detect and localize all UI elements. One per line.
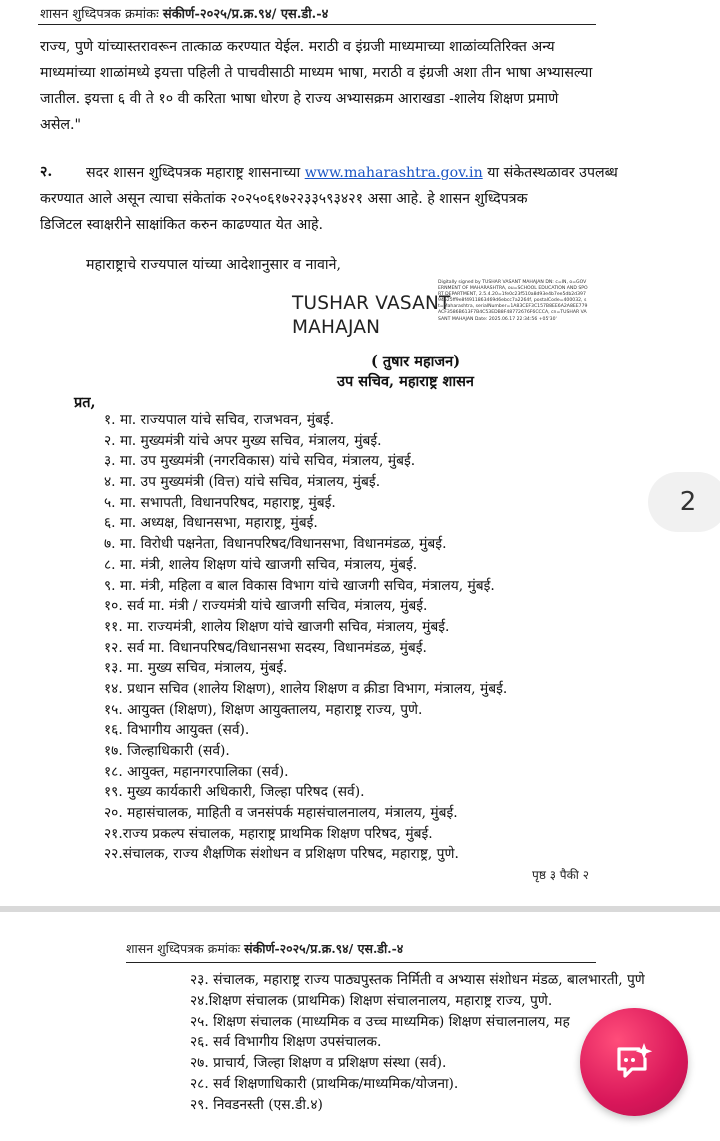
signatory-designation: उप सचिव, महाराष्ट्र शासन (337, 373, 474, 390)
paragraph-line: माध्यमांच्या शाळांमध्ये इयत्ता पहिली ते पाचवीसाठी माध्यम भाषा, मराठी व इंग्रजी अशा तीन भाषा अभ्यासल्या (40, 65, 593, 81)
paragraph-line: जातील. इयत्ता ६ वी ते १० वी करिता भाषा धोरण हे राज्य अभ्यासक्रम आराखडा -शालेय शिक्षण प्रमाणे (40, 91, 559, 107)
list-item: २१.राज्य प्रकल्प संचालक, महाराष्ट्र प्राथमिक शिक्षण परिषद, मुंबई. (104, 825, 433, 842)
list-item: १०. सर्व मा. मंत्री / राज्यमंत्री यांचे खाजगी सचिव, मंत्रालय, मुंबई. (104, 598, 428, 615)
ai-chat-button[interactable] (580, 1008, 688, 1116)
list-item: १३. मा. मुख्य सचिव, मंत्रालय, मुंबई. (104, 660, 288, 677)
list-item: २८. सर्व शिक्षणाधिकारी (प्राथमिक/माध्यमिक/योजना). (190, 1075, 459, 1092)
page-indicator-badge: 2 (648, 472, 720, 532)
header-number: संकीर्ण-२०२५/प्र.क्र.९४/ एस.डी.-४ (162, 7, 329, 22)
list-item: २६. सर्व विभागीय शिक्षण उपसंचालक. (190, 1034, 382, 1051)
page-header (40, 4, 328, 22)
header-prefix: शासन शुध्दिपत्रक क्रमांकः (40, 7, 159, 22)
page-header (126, 940, 403, 957)
list-item: १२. सर्व मा. विधानपरिषद/विधानसभा सदस्य, विधानमंडळ, मुंबई. (104, 639, 427, 656)
list-item: १. मा. राज्यपाल यांचे सचिव, राजभवन, मुंबई. (104, 412, 335, 428)
paragraph-line: राज्य, पुणे यांच्यास्तरावरून तात्काळ करण्यात येईल. मराठी व इंग्रजी माध्यमाच्या शाळांव्यतिरिक्त अन्य (40, 39, 555, 55)
list-item: १८. आयुक्त, महानगरपालिका (सर्व). (104, 763, 289, 780)
order-line: महाराष्ट्राचे राज्यपाल यांच्या आदेशानुसार व नावाने, (86, 257, 341, 273)
list-item: २२.संचालक, राज्य शैक्षणिक संशोधन व प्रशिक्षण परिषद, महाराष्ट्र, पुणे. (104, 846, 459, 863)
list-item: २९. निवडनस्ती (एस.डी.४) (190, 1096, 323, 1113)
copy-to-list (104, 410, 507, 865)
list-item: २७. प्राचार्य, जिल्हा शिक्षण व प्रशिक्षण संस्था (सर्व). (190, 1055, 447, 1072)
website-link[interactable]: www.maharashtra.gov.in (304, 165, 483, 181)
header-rule (126, 962, 596, 963)
digital-signature-name: TUSHAR VASANT MAHAJAN (292, 293, 451, 338)
list-item: १६. विभागीय आयुक्त (सर्व). (104, 722, 250, 739)
digital-signature-details: Digitally signed by TUSHAR VASANT MAHAJAN DN: c=IN, o=GOVERNMENT OF MAHARASHTRA, ou=SCHOOL EDUCATION AND SPORT DEPARTMENT, 2.5.4.20=1fe0c23f510a8d93e4b7ee5db2d39794525ff9e8f4911863469d6ebcc7a2264f, postalCode=400032, st=Maharashtra, serialNumber=1A83CEF3C157B8EE6A2A8EE779ACF3586B613F7B4C53EDB8F48772676F6CCCA, cn=TUSHAR VASANT MAHAJAN Date: 2025.06.17 22:34:56 +05'30' (438, 280, 588, 322)
paragraph-line: डिजिटल स्वाक्षरीने साक्षांकित करुन काढण्यात येत आहे. (40, 217, 324, 233)
list-item: ६. मा. अध्यक्ष, विधानसभा, महाराष्ट्र, मुंबई. (104, 515, 318, 532)
list-item: १९. मुख्य कार्यकारी अधिकारी, जिल्हा परिषद (सर्व). (104, 784, 365, 801)
list-item: ४. मा. उप मुख्यमंत्री (वित्त) यांचे सचिव, मंत्रालय, मुंबई. (104, 474, 381, 491)
page-number-footer: पृष्ठ ३ पैकी २ (532, 868, 589, 882)
copy-to-label: प्रत, (74, 394, 96, 411)
list-item: १७. जिल्हाधिकारी (सर्व). (104, 743, 230, 759)
paragraph-2-line-1 (86, 160, 618, 186)
paragraph-line: करण्यात आले असून त्याचा संकेतांक २०२५०६१७२२३३५९३४२१ असा आहे. हे शासन शुध्दिपत्रक (40, 191, 528, 207)
list-item: २४.शिक्षण संचालक (प्राथमिक) शिक्षण संचालनालय, महाराष्ट्र राज्य, पुणे. (190, 992, 553, 1009)
list-item: ५. मा. सभापती, विधानपरिषद, महाराष्ट्र, मुंबई. (104, 494, 336, 511)
header-prefix: शासन शुध्दिपत्रक क्रमांकः (126, 941, 241, 956)
list-item: २. मा. मुख्यमंत्री यांचे अपर मुख्य सचिव, मंत्रालय, मुंबई. (104, 432, 382, 449)
copy-to-list-continued (190, 970, 645, 1116)
paragraph-2-rest (40, 186, 596, 238)
list-item: २०. महासंचालक, माहिती व जनसंपर्क महासंचालनालय, मंत्रालय, मुंबई. (104, 805, 458, 822)
list-item: ७. मा. विरोधी पक्षनेता, विधानपरिषद/विधानसभा, विधानमंडळ, मुंबई. (104, 536, 447, 553)
list-item: २५. शिक्षण संचालक (माध्यमिक व उच्च माध्यमिक) शिक्षण संचालनालय, मह (190, 1013, 570, 1030)
list-item: ११. मा. राज्यमंत्री, शालेय शिक्षण यांचे खाजगी सचिव, मंत्रालय, मुंबई. (104, 618, 450, 635)
signatory-name: ( तुषार महाजन) (371, 353, 461, 370)
paragraph-line: असेल." (40, 117, 82, 133)
paragraph-number: २. (40, 164, 53, 180)
list-item: १५. आयुक्त (शिक्षण), शिक्षण आयुक्तालय, महाराष्ट्र राज्य, पुणे. (104, 701, 423, 718)
ai-chat-sparkle-icon (611, 1039, 657, 1085)
header-number: संकीर्ण-२०२५/प्र.क्र.९४/ एस.डी.-४ (244, 941, 404, 956)
paragraph-text: या संकेतस्थळावर उपलब्ध (487, 165, 618, 181)
paragraph-1 (40, 34, 596, 138)
list-item: ३. मा. उप मुख्यमंत्री (नगरविकास) यांचे सचिव, मंत्रालय, मुंबई. (104, 453, 416, 470)
list-item: ८. मा. मंत्री, शालेय शिक्षण यांचे खाजगी सचिव, मंत्रालय, मुंबई. (104, 556, 418, 573)
list-item: ९. मा. मंत्री, महिला व बाल विकास विभाग यांचे खाजगी सचिव, मंत्रालय, मुंबई. (104, 577, 495, 594)
header-rule (38, 24, 596, 25)
paragraph-text: सदर शासन शुध्दिपत्रक महाराष्ट्र शासनाच्या (86, 165, 301, 181)
list-item: १४. प्रधान सचिव (शालेय शिक्षण), शालेय शिक्षण व क्रीडा विभाग, मंत्रालय, मुंबई. (104, 680, 508, 697)
list-item: २३. संचालक, महाराष्ट्र राज्य पाठ्यपुस्तक निर्मिती व अभ्यास संशोधन मंडळ, बालभारती, पुणे (190, 972, 645, 988)
